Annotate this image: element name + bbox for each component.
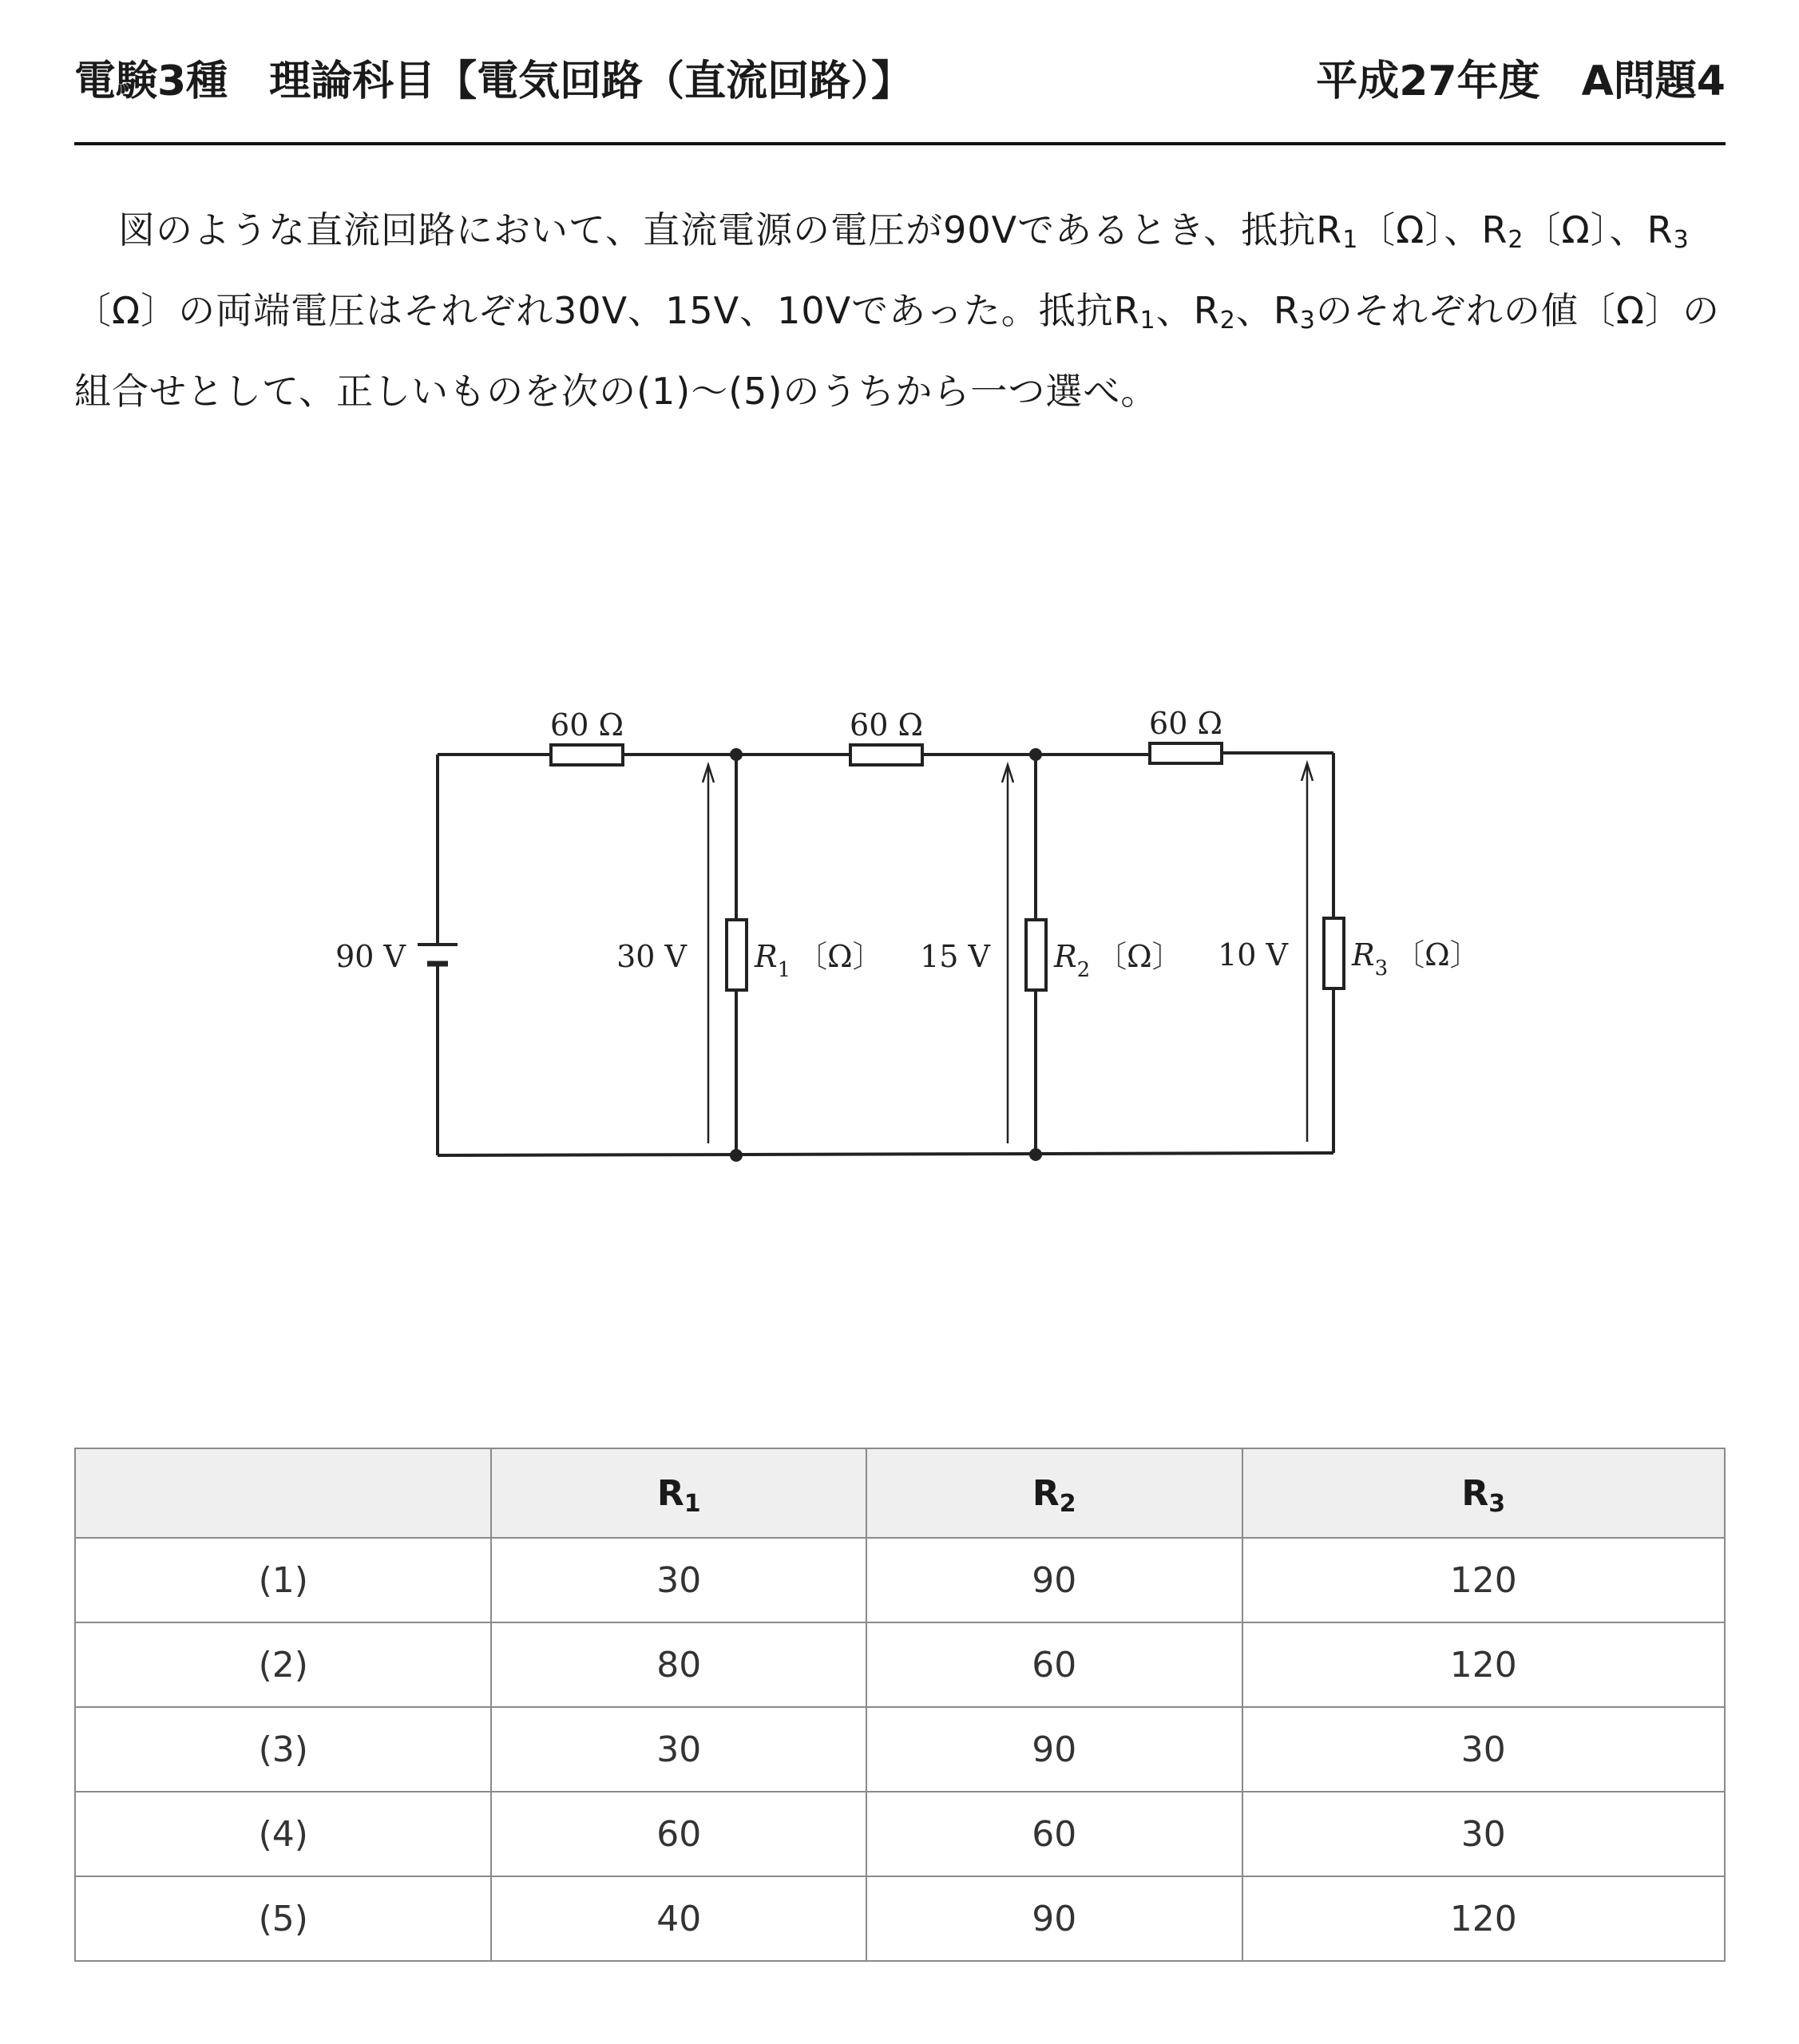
- value-r2: 90: [866, 1876, 1242, 1961]
- subject-title: 電験3種 理論科目【電気回路（直流回路）】: [74, 57, 913, 105]
- series-resistor-3: [1150, 743, 1222, 763]
- header-r1: $R_1$: [491, 1448, 866, 1538]
- value-r1: 40: [491, 1876, 866, 1961]
- series-resistor-2-label: 60 Ω: [850, 707, 923, 743]
- value-r1: 80: [491, 1622, 866, 1707]
- value-r2: 90: [866, 1707, 1242, 1792]
- choice-label: (1): [75, 1538, 491, 1622]
- value-r2: 60: [866, 1792, 1242, 1876]
- table-row: [75, 1707, 1725, 1792]
- table-row: [75, 1876, 1725, 1961]
- voltage-arrow-3: [1302, 763, 1313, 1142]
- choice-label: (2): [75, 1622, 491, 1707]
- value-r3: 120: [1242, 1538, 1725, 1622]
- answer-choices-table: [74, 1448, 1726, 1962]
- resistor-r2-label: $R_2$ 〔Ω〕: [1054, 939, 1183, 982]
- choice-label: (4): [75, 1792, 491, 1876]
- table-row: [75, 1622, 1725, 1707]
- source-voltage-label: 90 V: [335, 939, 406, 974]
- junction-dot: [730, 1149, 743, 1162]
- value-r2: 90: [866, 1538, 1242, 1622]
- value-r2: 60: [866, 1622, 1242, 1707]
- junction-dot: [1029, 748, 1042, 761]
- question-text: 図のような直流回路において、直流電源の電圧が90Vであるとき、抵抗$R_1$〔Ω〕、$R_2$〔Ω〕、$R_3$〔Ω〕の両端電圧はそれぞれ30V、15V、10Vであった。抵抗$R_1$、$R_2$、$R_3$のそれぞれの値〔Ω〕の組合せとして、正しいものを次の(1)〜(5)のうちから一つ選べ。: [74, 208, 1721, 413]
- resistor-r3-label: $R_3$ 〔Ω〕: [1352, 937, 1480, 980]
- series-resistor-2: [850, 745, 922, 765]
- header-blank-cell: [75, 1448, 491, 1538]
- resistor-r2: [1026, 920, 1046, 990]
- table-header-row: [75, 1448, 1725, 1538]
- value-r3: 120: [1242, 1876, 1725, 1961]
- choice-label: (3): [75, 1707, 491, 1792]
- battery-symbol: [418, 945, 458, 964]
- voltage-label-r1: 30 V: [616, 939, 687, 974]
- resistor-r1: [727, 920, 747, 990]
- voltage-arrow-2: [1002, 765, 1013, 1143]
- choice-label: (5): [75, 1876, 491, 1961]
- series-resistor-3-label: 60 Ω: [1149, 706, 1222, 741]
- exam-reference: 平成27年度 A問題4: [1316, 57, 1726, 105]
- value-r1: 30: [491, 1707, 866, 1792]
- value-r3: 120: [1242, 1622, 1725, 1707]
- header-r3: $R_3$: [1242, 1448, 1725, 1538]
- resistor-r3: [1324, 918, 1344, 988]
- voltage-label-r2: 15 V: [920, 939, 990, 974]
- value-r1: 30: [491, 1538, 866, 1622]
- header-r2: $R_2$: [866, 1448, 1242, 1538]
- resistor-r1-label: $R_1$ 〔Ω〕: [755, 939, 883, 982]
- junction-dot: [730, 748, 743, 761]
- value-r1: 60: [491, 1792, 866, 1876]
- voltage-label-r3: 10 V: [1218, 937, 1288, 972]
- junction-dot: [1029, 1148, 1042, 1161]
- value-r3: 30: [1242, 1792, 1725, 1876]
- series-resistor-1-label: 60 Ω: [550, 707, 624, 743]
- table-row: [75, 1792, 1725, 1876]
- voltage-arrow-1: [703, 765, 714, 1143]
- table-row: [75, 1538, 1725, 1622]
- series-resistor-1: [551, 745, 623, 765]
- value-r3: 30: [1242, 1707, 1725, 1792]
- circuit-wires: [438, 753, 1333, 1155]
